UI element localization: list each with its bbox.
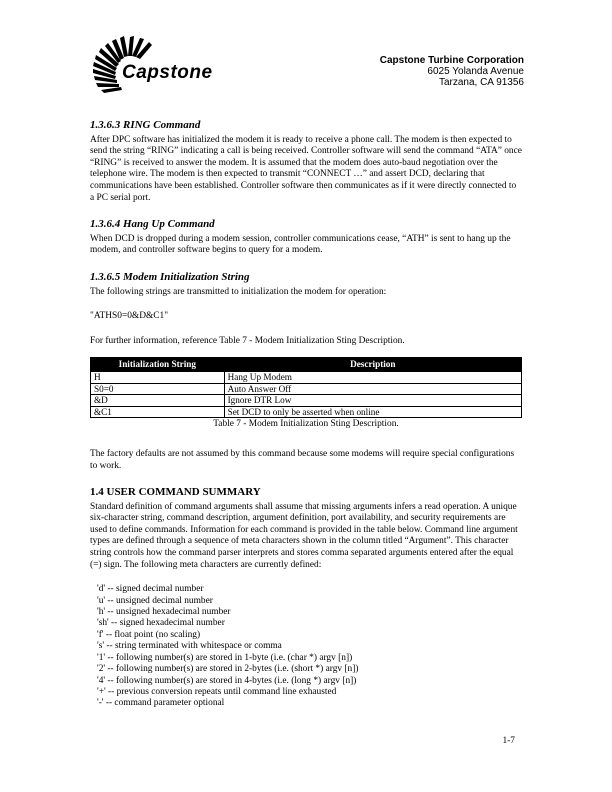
list-item: '1' -- following number(s) are stored in 1-byte (i.e. (char *) argv [n]) [97, 652, 353, 663]
table-caption: Table 7 - Modem Initialization Sting Description. [213, 419, 399, 430]
table-row [91, 383, 522, 395]
modem-init-intro: The following strings are transmitted to initialization the modem for operation: [90, 286, 387, 297]
table-row [91, 372, 522, 384]
table-header: Initialization String [91, 358, 225, 372]
table-cell: Ignore DTR Low [224, 395, 521, 407]
factory-defaults-note: The factory defaults are not assumed by this command because some modems will require special configurations to work. [90, 448, 515, 471]
table-cell: Hang Up Modem [224, 372, 521, 384]
summary-paragraph: Standard definition of command arguments shall assume that missing arguments infers a read operation. A unique six-character string, command description, argument definition, port availability, and security requirements are used to define commands. Information for each command is provided in the table below. Command line argument types are defined through a sequence of meta characters shown in the column titled “Argument”. This character string controls how the command parser interprets and stores comma separated arguments entered after the equal (=) sign. The following meta characters are currently defined: [90, 501, 518, 570]
meta-character-list [90, 584, 522, 709]
table-cell: Auto Answer Off [224, 383, 521, 395]
section-title-hangup: 1.3.6.4 Hang Up Command [90, 218, 215, 231]
company-address-block [380, 55, 524, 88]
table-header: Description [224, 358, 521, 372]
address-line-1: 6025 Yolanda Avenue [427, 66, 524, 77]
list-item: 'sh' -- signed hexadecimal number [97, 618, 225, 629]
table-row [91, 406, 522, 418]
section-title-ring: 1.3.6.3 RING Command [90, 119, 201, 131]
list-item: 'h' -- unsigned hexadecimal number [97, 607, 231, 618]
table-cell: &C1 [91, 406, 225, 418]
page-number: 1-7 [502, 736, 515, 746]
list-item: '-' -- command parameter optional [97, 698, 225, 709]
table-header-row [91, 358, 522, 372]
ring-paragraph: After DPC software has initialized the modem it is ready to receive a phone call. The modem is then expected to send the string “RING” indicating a call is being received. Controller software will send the command “ATA” once “RING” is received to answer the modem. It is assumed that the modem does auto-baud negotiation over the telephone wire. The modem is then expected to transmit “CONNECT …” and assert DCD, declaring that communications have been established. Controller software then communicates as if it were directly connected to a PC serial port. [90, 134, 522, 203]
table-cell: &D [91, 395, 225, 407]
init-string: "ATHS0=0&D&C1" [90, 311, 169, 322]
table-reference: For further information, reference Table 7 - Modem Initialization Sting Description. [90, 335, 405, 346]
section-title-modem-init: 1.3.6.5 Modem Initialization String [90, 270, 250, 283]
hangup-paragraph: When DCD is dropped during a modem session, controller communications cease, “ATH” is sent to hang up the modem, and controller software begins to query for a modem. [90, 233, 511, 256]
list-item: 'u' -- unsigned decimal number [97, 595, 213, 606]
section-title-summary: 1.4 USER COMMAND SUMMARY [90, 486, 261, 499]
company-name: Capstone Turbine Corporation [379, 55, 524, 66]
table-cell: H [91, 372, 225, 384]
address-line-2: Tarzana, CA 91356 [438, 77, 524, 88]
table-row [91, 395, 522, 407]
list-item: '4' -- following number(s) are stored in 4-bytes (i.e. (long *) argv [n]) [97, 675, 357, 686]
list-item: '2' -- following number(s) are stored in 2-bytes (i.e. (short *) argv [n]) [97, 664, 359, 675]
init-string-table [90, 357, 522, 418]
list-item: 's' -- string terminated with whitespace or comma [97, 641, 282, 652]
list-item: '+' -- previous conversion repeats until command line exhausted [97, 686, 337, 697]
list-item: 'd' -- signed decimal number [97, 584, 204, 595]
list-item: 'f' -- float point (no scaling) [97, 629, 201, 640]
document-body [90, 120, 522, 710]
logo-text: Capstone [122, 62, 213, 83]
table-cell: Set DCD to only be asserted when online [224, 406, 521, 418]
table-cell: S0=0 [91, 383, 225, 395]
